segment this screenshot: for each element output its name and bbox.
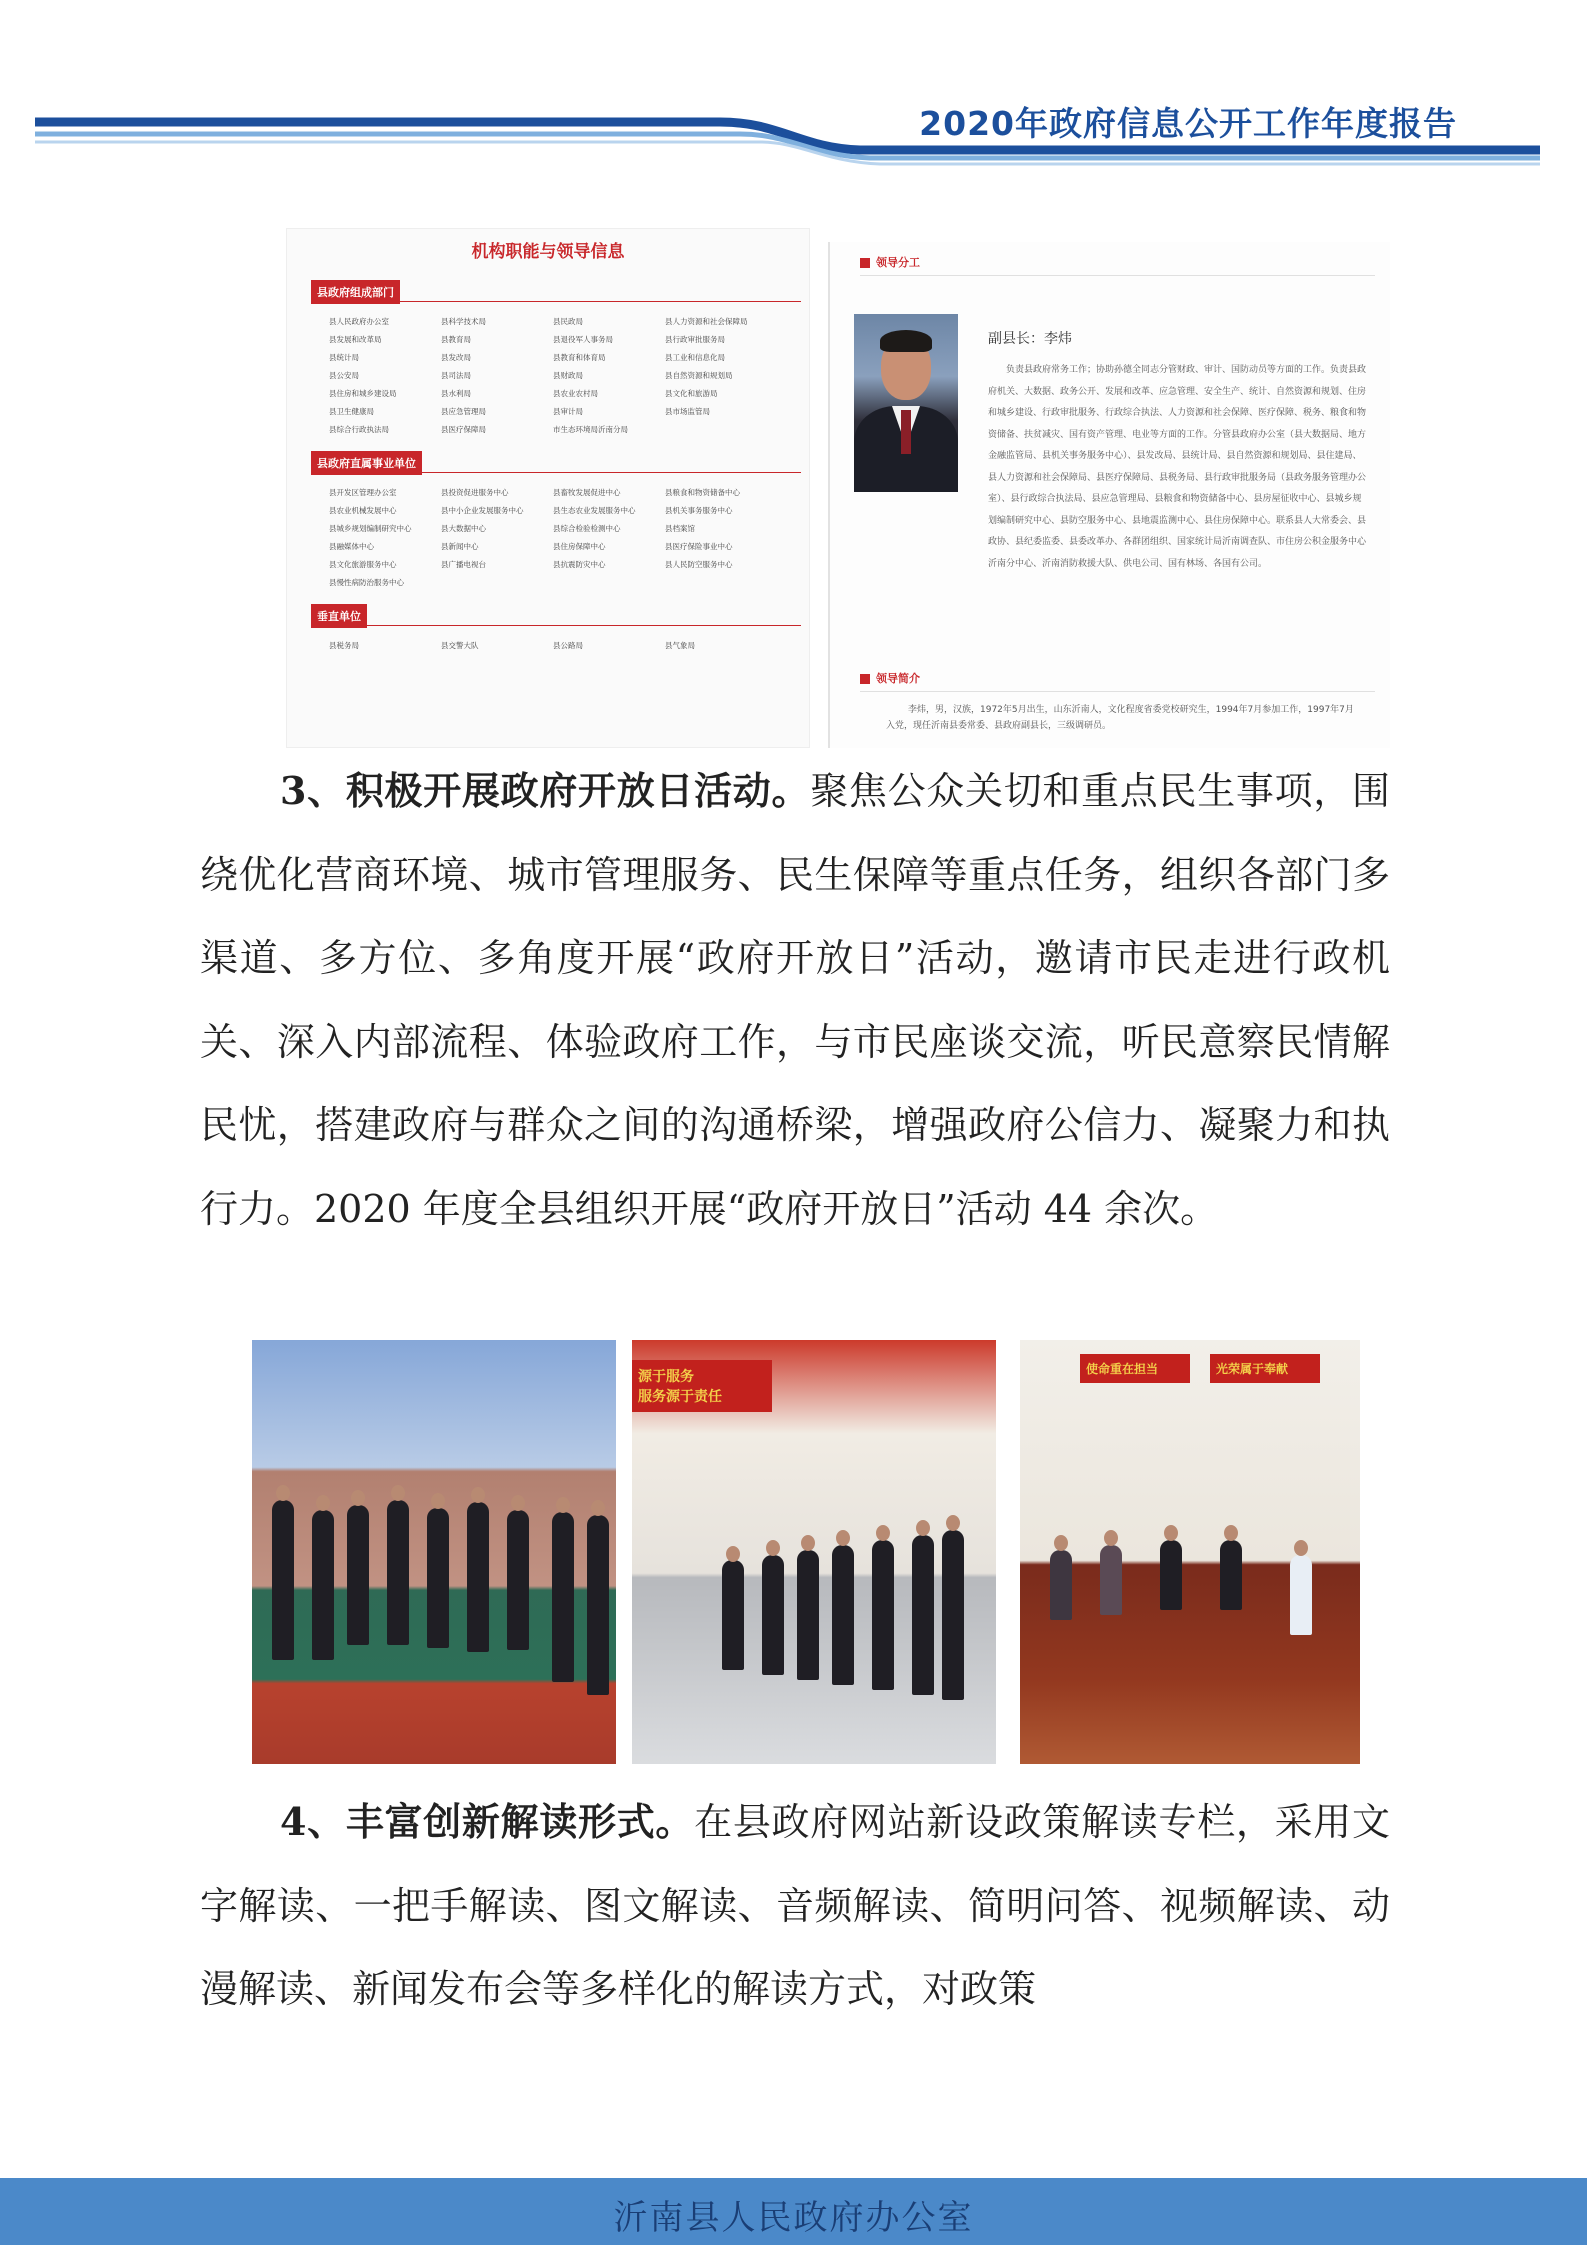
department-item[interactable]: 县住房和城乡建设局 [329,389,397,398]
department-item[interactable]: 县人力资源和社会保障局 [665,317,748,326]
square-icon [860,258,870,268]
page-header [0,0,1587,200]
section-label: 领导分工 [876,256,920,269]
department-item[interactable]: 县应急管理局 [441,407,486,416]
footer-office-name: 沂南县人民政府办公室 [613,2198,974,2238]
paragraph-text: 在县政府网站新设政策解读专栏，采用文字解读、一把手解读、图文解读、音频解读、简明问答、视频解读、动漫解读、新闻发布会等多样化的解读方式，对政策 [200,1800,1390,2011]
photo-banner: 光荣属于奉献 [1210,1354,1320,1383]
section-header [311,604,801,626]
photo-meeting-room [1020,1340,1360,1764]
department-item[interactable]: 县中小企业发展服务中心 [441,506,524,515]
section-header [860,254,1375,276]
department-item[interactable]: 县交警大队 [441,641,479,650]
leader-portrait [854,314,958,492]
department-item[interactable]: 县卫生健康局 [329,407,374,416]
department-item[interactable]: 县公路局 [553,641,583,650]
paragraph-open-day [200,749,1390,1251]
leader-duties: 负责县政府常务工作；协助孙德全同志分管财政、审计、国防动员等方面的工作。负责县政府机关、大数据、政务公开、发展和改革、应急管理、安全生产、统计、自然资源和规划、住房和城乡建设、行政审批服务、行政综合执法、人力资源和社会保障、医疗保障、税务、粮食和物资储备、扶贫减灾、国有资产管理、电业等方面的工作。分管县政府办公室（县大数据局、地方金融监管局、县机关事务服务中心）、县发改局、县统计局、县自然资源和规划局、县住建局、县人力资源和社会保障局、县医疗保障局、县税务局、县行政审批服务局（县政务服务管理办公室）、县行政综合执法局、县应急管理局、县粮食和物资储备中心、县房屋征收中心、县城乡规划编制研究中心、县防空服务中心、县地震监测中心、县住房保障中心。联系县人大常委会、县政协、县纪委监委、县委改革办、各群团组织、国家统计局沂南调查队、市住房公积金服务中心沂南分中心、沂南消防救援大队、供电公司、国有林场、各国有公司。 [988,365,1367,569]
department-item[interactable]: 县文化旅游服务中心 [329,560,397,569]
department-item[interactable]: 县机关事务服务中心 [665,506,733,515]
department-item[interactable]: 县农业机械发展中心 [329,506,397,515]
department-item[interactable]: 县科学技术局 [441,317,486,326]
paragraph-lead: 3、积极开展政府开放日活动。 [280,768,811,813]
department-item[interactable]: 县农业农村局 [553,389,598,398]
photo-service-hall-visit [632,1340,996,1764]
paragraph-text: 聚焦公众关切和重点民生事项，围绕优化营商环境、城市管理服务、民生保障等重点任务，组织各部门多渠道、多方位、多角度开展“政府开放日”活动，邀请市民走进行政机关、深入内部流程、体验政府工作，与市民座谈交流，听民意察民情解民忧，搭建政府与群众之间的沟通桥梁，增强政府公信力、凝聚力和执行力。2020 年度全县组织开展“政府开放日”活动 44 余次。 [200,769,1390,1231]
department-item[interactable]: 县教育和体育局 [553,353,606,362]
department-item[interactable]: 县公安局 [329,371,359,380]
institution-list [329,487,809,588]
department-item[interactable]: 县开发区管理办公室 [329,488,397,497]
section-label: 县政府直属事业单位 [311,451,422,475]
department-item[interactable]: 县审计局 [553,407,583,416]
department-item[interactable]: 县大数据中心 [441,524,486,533]
department-item[interactable]: 县人民防空服务中心 [665,560,733,569]
department-item[interactable]: 县畜牧发展促进中心 [553,488,621,497]
paragraph-lead: 4、丰富创新解读形式。 [280,1799,695,1844]
photo-banner: 源于服务 服务源于责任 [632,1360,772,1412]
paragraph-interpretation [200,1780,1390,2032]
section-header [311,451,801,473]
department-item[interactable]: 县文化和旅游局 [665,389,718,398]
section-label: 县政府组成部门 [311,280,400,304]
department-item[interactable]: 县水利局 [441,389,471,398]
department-item[interactable]: 县工业和信息化局 [665,353,725,362]
department-item[interactable]: 县医疗保障局 [441,425,486,434]
department-item[interactable]: 县司法局 [441,371,471,380]
department-item[interactable]: 县退役军人事务局 [553,335,613,344]
leader-bio: 李炜，男，汉族，1972年5月出生，山东沂南人，文化程度省委党校研究生，1994年7月参加工作，1997年7月入党，现任沂南县委常委、县政府副县长，三级调研员。 [886,705,1354,731]
department-item[interactable]: 县慢性病防治服务中心 [329,578,404,587]
department-item[interactable]: 县市场监管局 [665,407,710,416]
org-function-screenshot [286,228,810,748]
department-item[interactable]: 县住房保障中心 [553,542,606,551]
department-item[interactable]: 县广播电视台 [441,560,486,569]
square-icon [860,674,870,684]
section-label: 领导简介 [876,672,920,685]
department-item[interactable]: 县投资促进服务中心 [441,488,509,497]
department-item[interactable]: 县综合检验检测中心 [553,524,621,533]
department-item[interactable]: 县人民政府办公室 [329,317,389,326]
department-item[interactable]: 县生态农业发展服务中心 [553,506,636,515]
department-item[interactable]: 县行政审批服务局 [665,335,725,344]
department-item[interactable]: 县统计局 [329,353,359,362]
department-item[interactable]: 县民政局 [553,317,583,326]
photo-outdoor-visit [252,1340,616,1764]
department-item[interactable]: 县综合行政执法局 [329,425,389,434]
department-item[interactable]: 县教育局 [441,335,471,344]
department-item[interactable]: 县财政局 [553,371,583,380]
department-item[interactable]: 县融媒体中心 [329,542,374,551]
leader-info-screenshot [828,242,1390,748]
department-item[interactable]: 县档案馆 [665,524,695,533]
section-header [860,670,1375,692]
leader-name: 副县长：李炜 [988,331,1072,347]
vertical-unit-list [329,640,809,651]
department-item[interactable]: 县自然资源和规划局 [665,371,733,380]
department-item[interactable]: 县抗震防灾中心 [553,560,606,569]
department-item[interactable]: 县气象局 [665,641,695,650]
department-item[interactable]: 县新闻中心 [441,542,479,551]
department-item[interactable]: 县粮食和物资储备中心 [665,488,740,497]
report-title: 2020年政府信息公开工作年度报告 [919,104,1457,143]
department-item[interactable]: 市生态环境局沂南分局 [553,425,628,434]
panel-title: 机构职能与领导信息 [471,242,625,262]
department-list [329,316,809,435]
department-item[interactable]: 县发改局 [441,353,471,362]
department-item[interactable]: 县发展和改革局 [329,335,382,344]
section-header [311,280,801,302]
section-label: 垂直单位 [311,604,367,628]
photo-banner: 使命重在担当 [1080,1354,1190,1383]
department-item[interactable]: 县税务局 [329,641,359,650]
department-item[interactable]: 县医疗保险事业中心 [665,542,733,551]
department-item[interactable]: 县城乡规划编制研究中心 [329,524,412,533]
